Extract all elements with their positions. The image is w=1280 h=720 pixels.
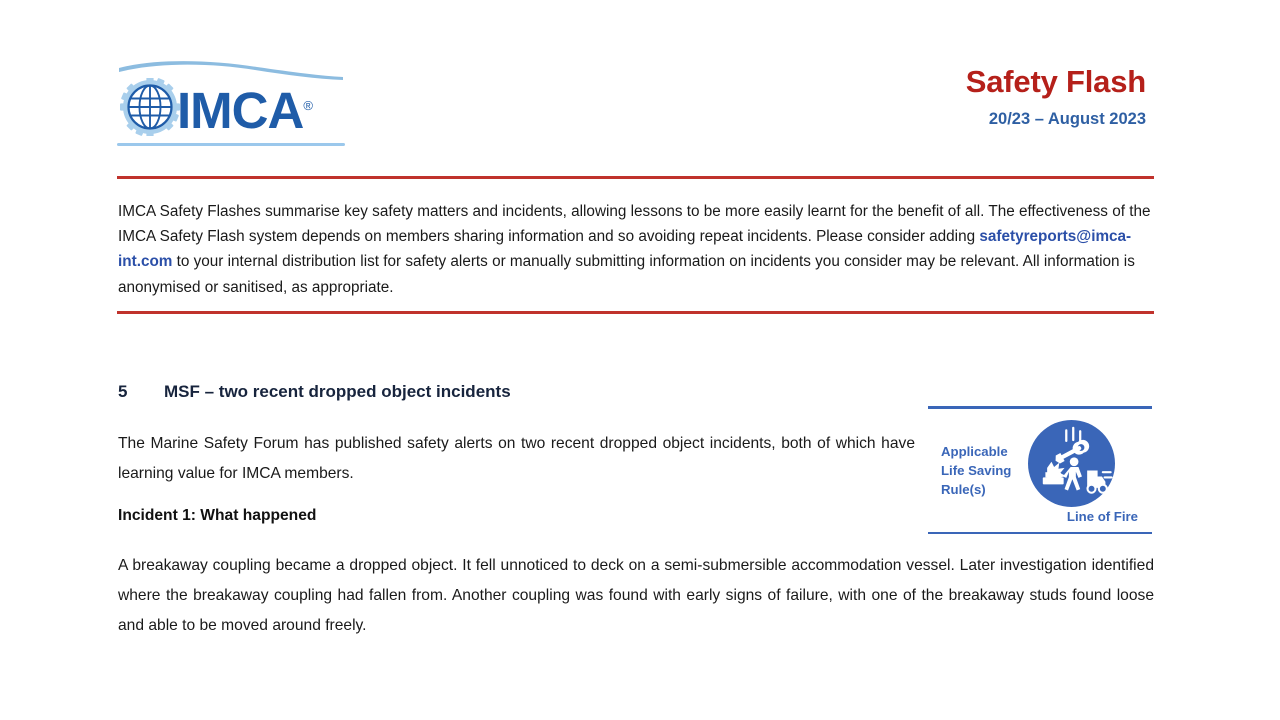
lsr-label-line-1: Applicable xyxy=(941,444,1008,459)
incident-subheading: Incident 1: What happened xyxy=(118,507,317,524)
intro-paragraph xyxy=(118,199,1154,300)
section-number: 5 xyxy=(118,382,128,401)
intro-text-after-link: to your internal distribution list for safety alerts or manually submitting information on incidents you consider may be relevant. All information is anonymised or sanitised, as appropriate. xyxy=(118,253,1135,296)
section-lead-paragraph: The Marine Safety Forum has published safety alerts on two recent dropped object incidents, both of which have learning value for IMCA members. xyxy=(118,435,915,482)
line-of-fire-icon xyxy=(1028,420,1115,507)
intro-text-before-link: IMCA Safety Flashes summarise key safety matters and incidents, allowing lessons to be more easily learnt for the benefit of all. The effectiveness of the IMCA Safety Flash system depends on members sharing information and so avoiding repeat incidents. Please consider adding xyxy=(118,203,1151,246)
registered-trademark-symbol: ® xyxy=(303,98,313,113)
publication-issue: 20/23 – August 2023 xyxy=(988,110,1146,128)
logo-underline xyxy=(117,143,345,146)
life-saving-rules-box xyxy=(928,406,1152,534)
document-header xyxy=(0,0,1280,160)
intro-bottom-rule xyxy=(117,311,1154,314)
imca-wordmark xyxy=(177,78,352,139)
imca-logo xyxy=(117,58,345,146)
lsr-bottom-rule xyxy=(928,532,1152,535)
section-heading xyxy=(118,382,511,402)
section-title: MSF – two recent dropped object incidents xyxy=(164,382,511,401)
intro-top-rule xyxy=(117,176,1154,179)
safety-reports-email-link[interactable]: safetyreports@imca-int.com xyxy=(118,228,1132,271)
lsr-label-line-3: Rule(s) xyxy=(941,482,986,497)
publication-title: Safety Flash xyxy=(965,64,1146,99)
lsr-label-line-2: Life Saving xyxy=(941,463,1012,478)
lsr-caption: Line of Fire xyxy=(1066,509,1138,524)
globe-gear-icon xyxy=(119,78,181,136)
lsr-label xyxy=(941,442,1037,499)
lsr-top-rule xyxy=(928,406,1152,409)
imca-wordmark-text: IMCA xyxy=(177,82,304,139)
incident-body-paragraph: A breakaway coupling became a dropped object. It fell unnoticed to deck on a semi-submersible accommodation vessel. Later investigation identified where the breakaway coupling had fallen from. Another coupling was found with early signs of failure, with one of the breakaway studs found loose and able to be moved around freely. xyxy=(118,557,1154,634)
